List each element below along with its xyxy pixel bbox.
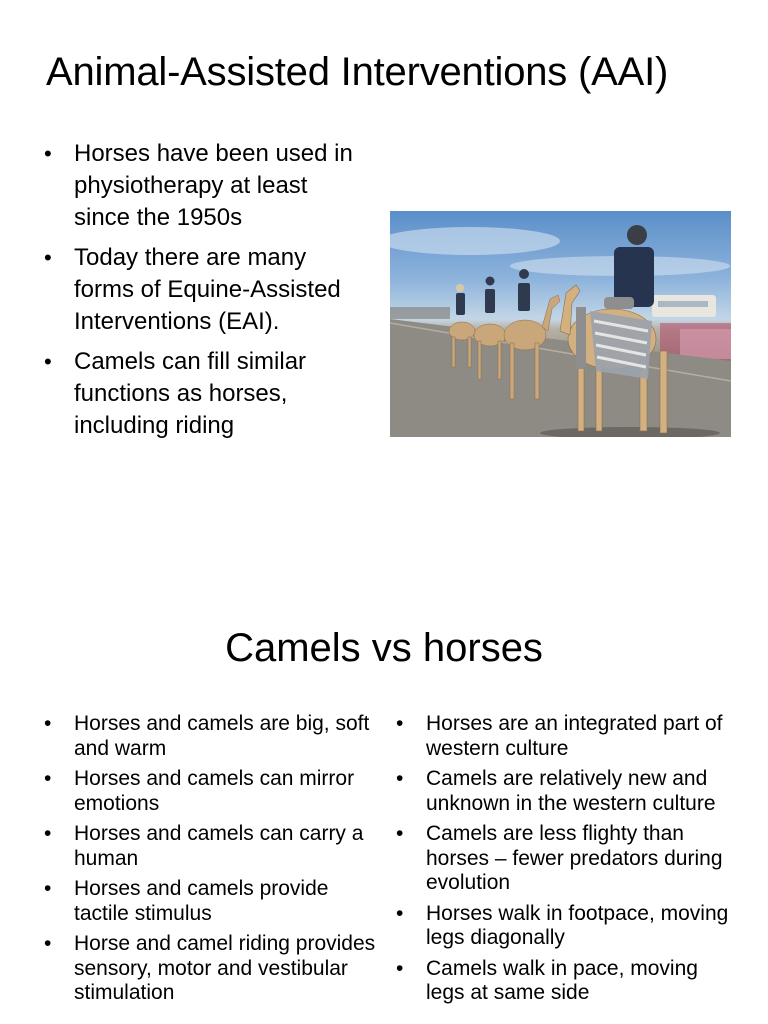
bullet-item: • Horses have been used in physiotherapy at least since the 1950s xyxy=(44,138,364,234)
bullet-item: • Horses and camels provide tactile stimulus xyxy=(44,877,384,926)
slide-camels-vs-horses xyxy=(0,576,768,1024)
bullet-list xyxy=(44,138,364,450)
bullet-item: • Horses are an integrated part of western culture xyxy=(396,712,736,761)
slide-title: Camels vs horses xyxy=(225,626,543,670)
bullet-item: • Horses and camels can carry a human xyxy=(44,822,384,871)
bullet-item: • Horses and camels can mirror emotions xyxy=(44,767,384,816)
bullet-item: • Camels walk in pace, moving legs at same side xyxy=(396,957,736,1006)
bullet-item: • Horse and camel riding provides sensory, motor and vestibular stimulation xyxy=(44,932,384,1006)
bullet-item: • Camels can fill similar functions as horses, including riding xyxy=(44,346,364,442)
bullet-item: • Camels are relatively new and unknown in the western culture xyxy=(396,767,736,816)
bullet-list-right xyxy=(396,712,736,1012)
bullet-item: • Camels are less flighty than horses – fewer predators during evolution xyxy=(396,822,736,896)
bullet-item: • Horses and camels are big, soft and warm xyxy=(44,712,384,761)
bullet-list-left xyxy=(44,712,384,1012)
bullet-item: • Horses walk in footpace, moving legs diagonally xyxy=(396,902,736,951)
slide-title: Animal-Assisted Interventions (AAI) xyxy=(46,50,669,94)
camel-riders-photo xyxy=(390,211,731,437)
bullet-item: • Today there are many forms of Equine-Assisted Interventions (EAI). xyxy=(44,242,364,338)
